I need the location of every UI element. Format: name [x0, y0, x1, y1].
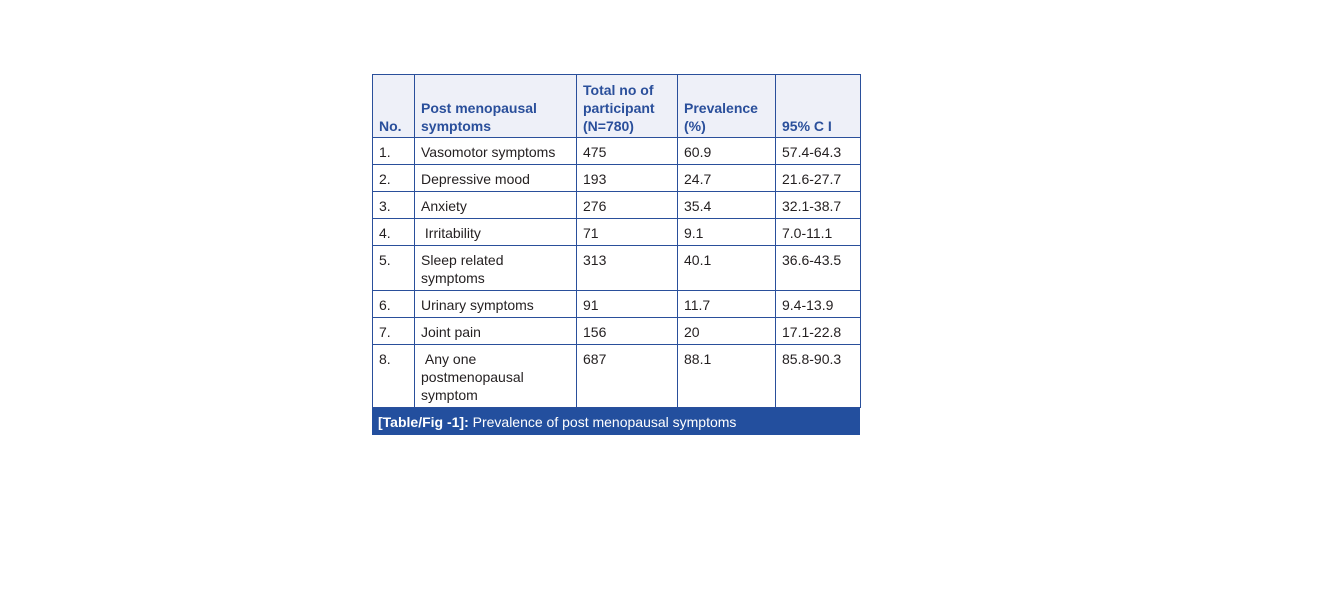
cell-ci: 36.6-43.5 — [776, 246, 861, 291]
cell-total: 193 — [577, 165, 678, 192]
header-no: No. — [373, 75, 415, 138]
table-row — [373, 219, 861, 246]
cell-symptom: Depressive mood — [415, 165, 577, 192]
cell-total: 276 — [577, 192, 678, 219]
cell-ci: 21.6-27.7 — [776, 165, 861, 192]
table-row — [373, 345, 861, 408]
cell-no: 3. — [373, 192, 415, 219]
caption-text: Prevalence of post menopausal symptoms — [468, 414, 737, 430]
header-prevalence: Prevalence (%) — [678, 75, 776, 138]
header-ci: 95% C I — [776, 75, 861, 138]
table-row — [373, 318, 861, 345]
table-row — [373, 246, 861, 291]
table-caption — [372, 408, 860, 435]
cell-prevalence: 60.9 — [678, 138, 776, 165]
table-row — [373, 291, 861, 318]
cell-symptom: Anxiety — [415, 192, 577, 219]
header-total: Total no of participant (N=780) — [577, 75, 678, 138]
cell-total: 91 — [577, 291, 678, 318]
cell-no: 1. — [373, 138, 415, 165]
cell-symptom: Urinary symptoms — [415, 291, 577, 318]
cell-symptom: Joint pain — [415, 318, 577, 345]
table-figure — [372, 74, 860, 435]
cell-no: 4. — [373, 219, 415, 246]
cell-prevalence: 35.4 — [678, 192, 776, 219]
cell-no: 6. — [373, 291, 415, 318]
table-row — [373, 138, 861, 165]
cell-total: 71 — [577, 219, 678, 246]
cell-ci: 17.1-22.8 — [776, 318, 861, 345]
cell-no: 8. — [373, 345, 415, 408]
cell-symptom: Any one postmenopausal symptom — [415, 345, 577, 408]
cell-symptom: Sleep related symptoms — [415, 246, 577, 291]
cell-no: 5. — [373, 246, 415, 291]
cell-ci: 7.0-11.1 — [776, 219, 861, 246]
table-row — [373, 165, 861, 192]
cell-ci: 32.1-38.7 — [776, 192, 861, 219]
cell-no: 2. — [373, 165, 415, 192]
cell-ci: 85.8-90.3 — [776, 345, 861, 408]
cell-ci: 57.4-64.3 — [776, 138, 861, 165]
cell-total: 475 — [577, 138, 678, 165]
cell-prevalence: 9.1 — [678, 219, 776, 246]
cell-ci: 9.4-13.9 — [776, 291, 861, 318]
cell-total: 156 — [577, 318, 678, 345]
cell-prevalence: 11.7 — [678, 291, 776, 318]
cell-prevalence: 88.1 — [678, 345, 776, 408]
header-symptom: Post menopausal symptoms — [415, 75, 577, 138]
cell-prevalence: 24.7 — [678, 165, 776, 192]
cell-prevalence: 40.1 — [678, 246, 776, 291]
prevalence-table — [372, 74, 861, 408]
cell-total: 313 — [577, 246, 678, 291]
cell-symptom: Irritability — [415, 219, 577, 246]
table-row — [373, 192, 861, 219]
cell-symptom: Vasomotor symptoms — [415, 138, 577, 165]
cell-prevalence: 20 — [678, 318, 776, 345]
cell-no: 7. — [373, 318, 415, 345]
table-header-row — [373, 75, 861, 138]
caption-label: [Table/Fig -1]: — [378, 414, 469, 430]
cell-total: 687 — [577, 345, 678, 408]
